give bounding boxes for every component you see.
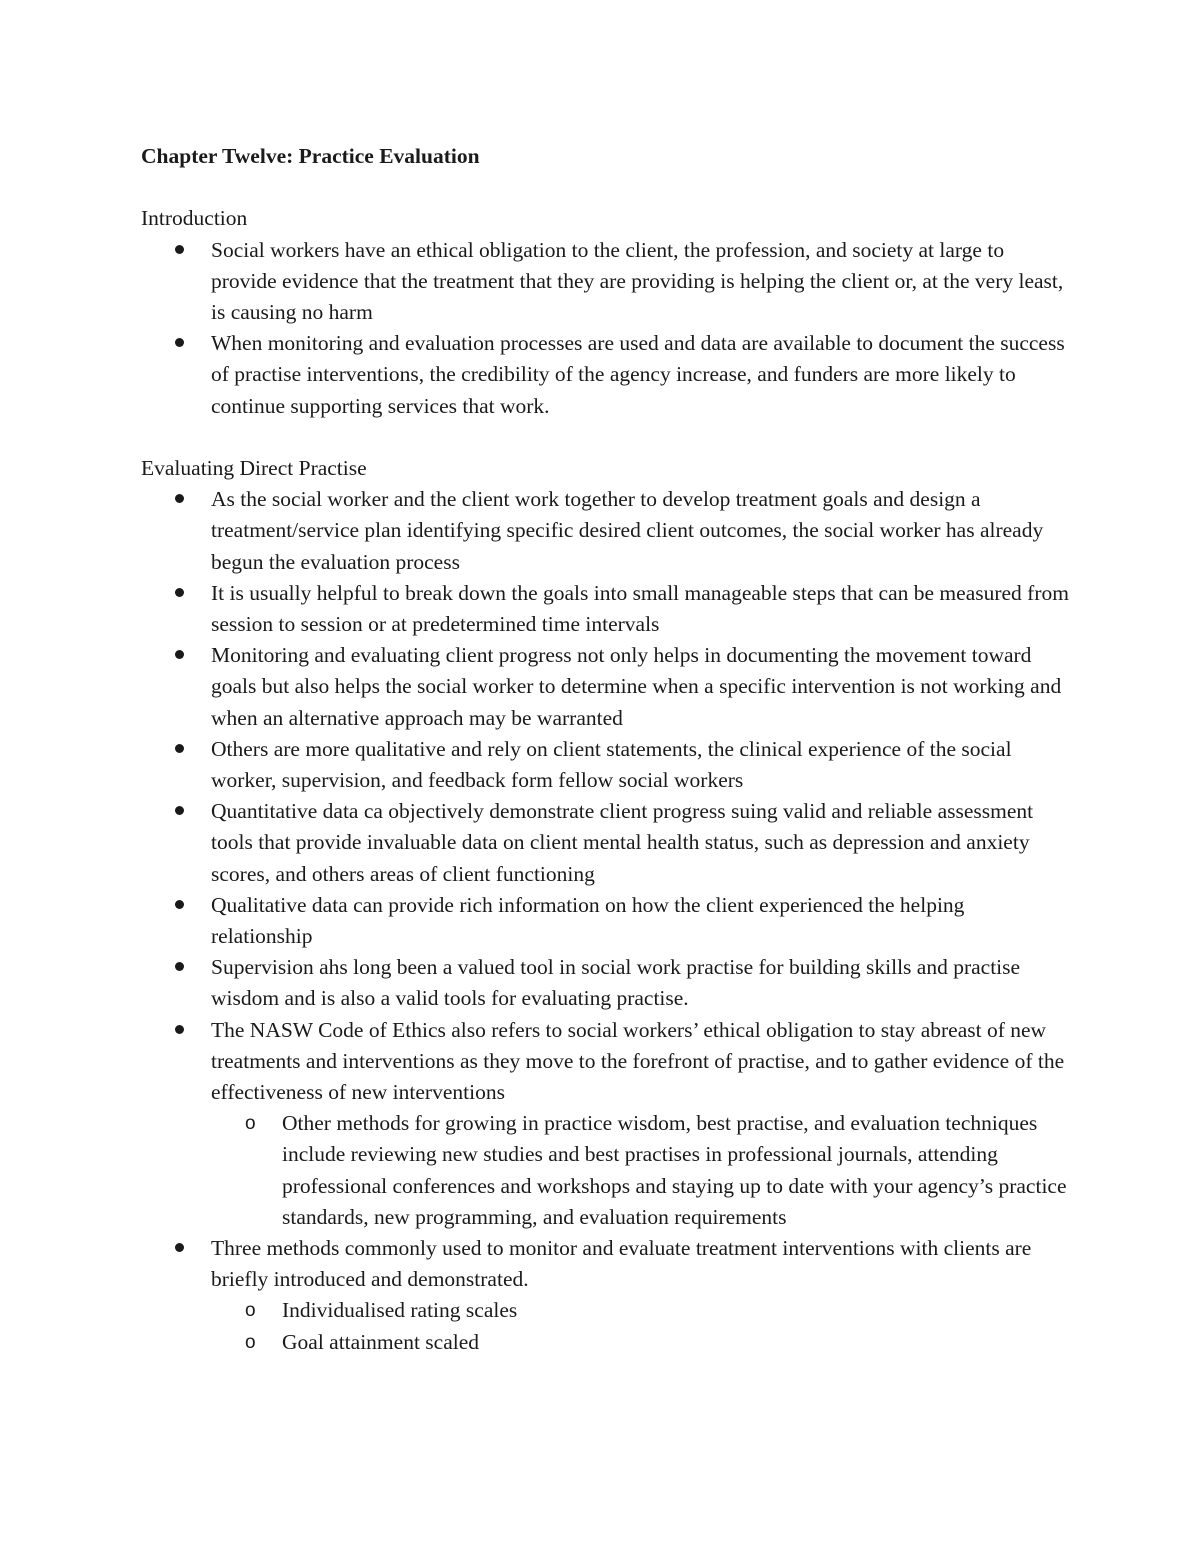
evaluating-direct-practise-list bbox=[141, 484, 1071, 1358]
list-item bbox=[141, 952, 1071, 1014]
bullet-icon bbox=[175, 494, 184, 503]
sub-bullet-icon: o bbox=[245, 1113, 256, 1135]
list-item-text: As the social worker and the client work together to develop treatment goals and design a treatment/service plan identifying specific desired client outcomes, the social worker has already begun the evaluation process bbox=[211, 487, 1044, 574]
list-item bbox=[141, 578, 1071, 640]
sub-bullet-icon: o bbox=[245, 1331, 256, 1353]
list-item bbox=[141, 235, 1071, 329]
section-heading-evaluating-direct-practise: Evaluating Direct Practise bbox=[141, 455, 367, 480]
list-item bbox=[141, 640, 1071, 734]
section-heading-introduction: Introduction bbox=[141, 206, 248, 231]
sub-list-other-methods bbox=[211, 1108, 1071, 1233]
list-item bbox=[141, 734, 1071, 796]
sub-list-item bbox=[211, 1108, 1071, 1233]
list-item-text: It is usually helpful to break down the goals into small manageable steps that can be measured from session to session or at predetermined time intervals bbox=[211, 580, 1069, 636]
list-item-text: Supervision ahs long been a valued tool in social work practise for building skills and practise wisdom and is also a valid tools for evaluating practise. bbox=[211, 955, 1021, 1011]
list-item-text: Monitoring and evaluating client progress not only helps in documenting the movement toward goals but also helps the social worker to determine when a specific intervention is not working and when an alternative approach may be warranted bbox=[211, 643, 1062, 730]
bullet-icon bbox=[175, 1025, 184, 1034]
list-item bbox=[141, 1015, 1071, 1233]
list-item-text: Qualitative data can provide rich information on how the client experienced the helping relationship bbox=[211, 892, 965, 949]
bullet-icon bbox=[175, 338, 184, 347]
list-item-text: The NASW Code of Ethics also refers to social workers’ ethical obligation to stay abreast of new treatments and interventions as they move to the forefront of practise, and to gather evidence of the effectiveness of new interventions bbox=[211, 1017, 1065, 1105]
page-title: Chapter Twelve: Practice Evaluation bbox=[141, 144, 480, 168]
bullet-icon bbox=[175, 962, 184, 971]
list-item bbox=[141, 328, 1071, 422]
list-item-text: Social workers have an ethical obligation to the client, the profession, and society at large to provide evidence that the treatment that they are providing is helping the client or, at the very least, is causing no harm bbox=[211, 237, 1064, 324]
bullet-icon bbox=[175, 806, 184, 815]
bullet-icon bbox=[175, 245, 184, 254]
bullet-icon bbox=[175, 900, 184, 909]
bullet-icon bbox=[175, 1243, 184, 1252]
list-item-text: Quantitative data ca objectively demonstrate client progress suing valid and reliable assessment tools that provide invaluable data on client mental health status, such as depression and anxiety scores, and others areas of client functioning bbox=[211, 799, 1034, 886]
introduction-list bbox=[141, 235, 1071, 422]
list-item bbox=[141, 890, 1071, 952]
bullet-icon bbox=[175, 650, 184, 659]
bullet-icon bbox=[175, 588, 184, 597]
list-item bbox=[141, 484, 1071, 578]
list-item-text: Three methods commonly used to monitor and evaluate treatment interventions with clients are briefly introduced and demonstrated. bbox=[211, 1236, 1032, 1292]
list-item-text: Others are more qualitative and rely on client statements, the clinical experience of the social worker, supervision, and feedback form fellow social workers bbox=[211, 736, 1012, 793]
list-item bbox=[141, 1233, 1071, 1358]
sub-list-item bbox=[211, 1295, 1071, 1326]
sub-list-item-text: Individualised rating scales bbox=[282, 1298, 518, 1323]
bullet-icon bbox=[175, 744, 184, 753]
sub-list-item bbox=[211, 1327, 1071, 1358]
document-body bbox=[141, 141, 1071, 1358]
sub-list-item-text: Other methods for growing in practice wisdom, best practise, and evaluation techniques include reviewing new studies and best practises in professional journals, attending professional conferences and workshops and staying up to date with your agency’s practice standards, new programming, and evaluation requirements bbox=[282, 1111, 1067, 1229]
sub-list-methods bbox=[211, 1295, 1071, 1357]
list-item-text: When monitoring and evaluation processes are used and data are available to document the success of practise interventions, the credibility of the agency increase, and funders are more likely to continue supporting services that work. bbox=[211, 331, 1065, 418]
sub-bullet-icon: o bbox=[245, 1300, 256, 1322]
list-item bbox=[141, 796, 1071, 890]
sub-list-item-text: Goal attainment scaled bbox=[282, 1329, 480, 1354]
